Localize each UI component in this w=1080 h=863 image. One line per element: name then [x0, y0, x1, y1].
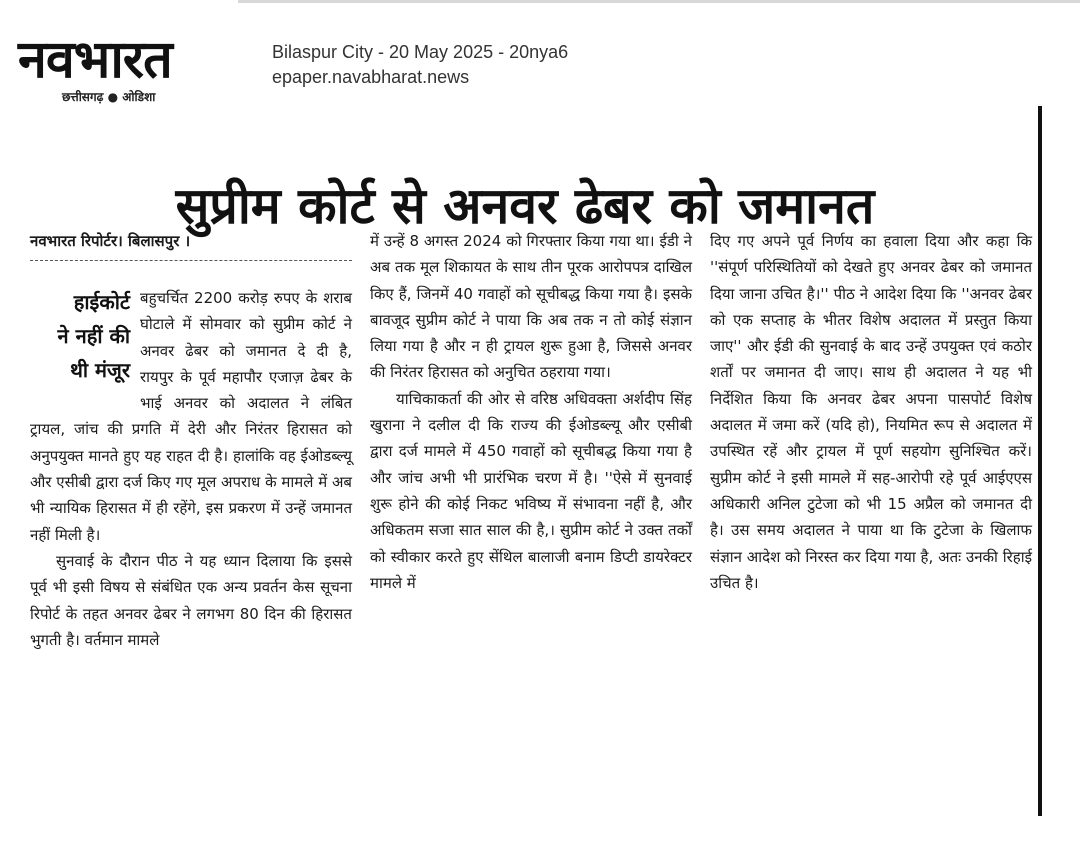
newspaper-logo: नवभारत — [18, 30, 172, 90]
paragraph: सुनवाई के दौरान पीठ ने यह ध्यान दिलाया कि इससे पूर्व भी इसी विषय से संबंधित एक अन्य प्रवर्तन केस सूचना रिपोर्ट के तहत अनवर ढेबर ने लगभग 80 दिन की हिरासत भुगती है। वर्तमान मामले — [30, 551, 352, 649]
newspaper-logo-subtitle: छत्तीसगढ़ ● ओडिशा — [62, 90, 156, 104]
right-column-rule — [1038, 106, 1042, 816]
paragraph: याचिकाकर्ता की ओर से वरिष्ठ अधिवक्ता अर्शदीप सिंह खुराना ने दलील दी कि राज्य की ईओडब्ल्यू और एसीबी द्वारा दर्ज मामले में 450 गवाहों को सूचीबद्ध किया गया है और जांच अभी भी प्रारंभिक चरण में है। ''ऐसे में सुनवाई शुरू होने की कोई निकट भविष्य में संभावना नहीं है, और अधिकतम सजा सात साल की है,। सुप्रीम कोर्ट ने उक्त तर्कों को स्वीकार करते हुए सेंथिल बालाजी बनाम डिप्टी डायरेक्टर मामले में — [370, 389, 692, 592]
paragraph-text: बहुचर्चित 2200 करोड़ रुपए के शराब घोटाले में सोमवार को सुप्रीम कोर्ट ने अनवर ढेबर को जमानत दे दी है, रायपुर के पूर्व महापौर एजाज़ ढेबर के भाई अनवर को अदालत ने लंबित ट्रायल, जांच की प्रगति में देरी और निरंतर हिरासत को अनुपयुक्त मानते हुए यह राहत दी है। हालांकि वह ईओडब्ल्यू और एसीबी द्वारा दर्ज किए गए मूल अपराध के मामले में अब भी न्यायिक हिरासत में ही रहेंगे, इस प्रकरण में उन्हें जमानत नहीं मिली है। — [30, 289, 352, 544]
epaper-site: epaper.navabharat.news — [272, 67, 470, 87]
article-headline: सुप्रीम कोर्ट से अनवर ढेबर को जमानत — [175, 176, 875, 235]
article-column-1 — [30, 228, 352, 653]
article-column-3 — [710, 228, 1032, 596]
paragraph — [30, 285, 352, 548]
edition-line: Bilaspur City - 20 May 2025 - 20nya6 — [272, 42, 569, 62]
top-divider — [238, 0, 1080, 3]
edition-info — [272, 40, 568, 90]
article-column-2 — [370, 228, 692, 596]
newspaper-masthead — [14, 26, 250, 106]
byline: नवभारत रिपोर्टर। बिलासपुर । — [30, 228, 352, 261]
paragraph: दिए गए अपने पूर्व निर्णय का हवाला दिया और कहा कि ''संपूर्ण परिस्थितियों को देखते हुए अनवर ढेबर को जमानत दिया जाना उचित है।'' पीठ ने आदेश दिया कि ''अनवर ढेबर को एक सप्ताह के भीतर विशेष अदालत में प्रस्तुत किया जाए'' और ईडी की सुनवाई के बाद उन्हें उपयुक्त एवं कठोर शर्तों पर जमानत दी जाए। साथ ही अदालत ने यह भी निर्देशित किया कि अनवर ढेबर अपना पासपोर्ट विशेष अदालत में जमा करें (यदि हो), नियमित रूप से अदालत में उपस्थित रहें और ट्रायल में पूर्ण सहयोग सुनिश्चित करें। सुप्रीम कोर्ट ने इसी मामले में सह-आरोपी रहे पूर्व आईएएस अधिकारी अनिल टुटेजा को भी 15 अप्रैल को जमानत दी है। उस समय अदालत ने पाया था कि टुटेजा के खिलाफ संज्ञान आदेश को निरस्त कर दिया गया है, अतः उनकी रिहाई उचित है। — [710, 232, 1032, 592]
paragraph: में उन्हें 8 अगस्त 2024 को गिरफ्तार किया गया था। ईडी ने अब तक मूल शिकायत के साथ तीन पूरक आरोपपत्र दाखिल किए हैं, जिनमें 40 गवाहों को सूचीबद्ध किया गया है। इसके बावजूद सुप्रीम कोर्ट ने पाया कि अब तक न तो कोई संज्ञान लिया गया है और न ही ट्रायल शुरू हुआ है, जिससे अनवर की निरंतर हिरासत को अनुचित ठहराया गया। — [370, 232, 692, 382]
pullquote: हाईकोर्ट ने नहीं की थी मंजूर — [57, 290, 130, 382]
